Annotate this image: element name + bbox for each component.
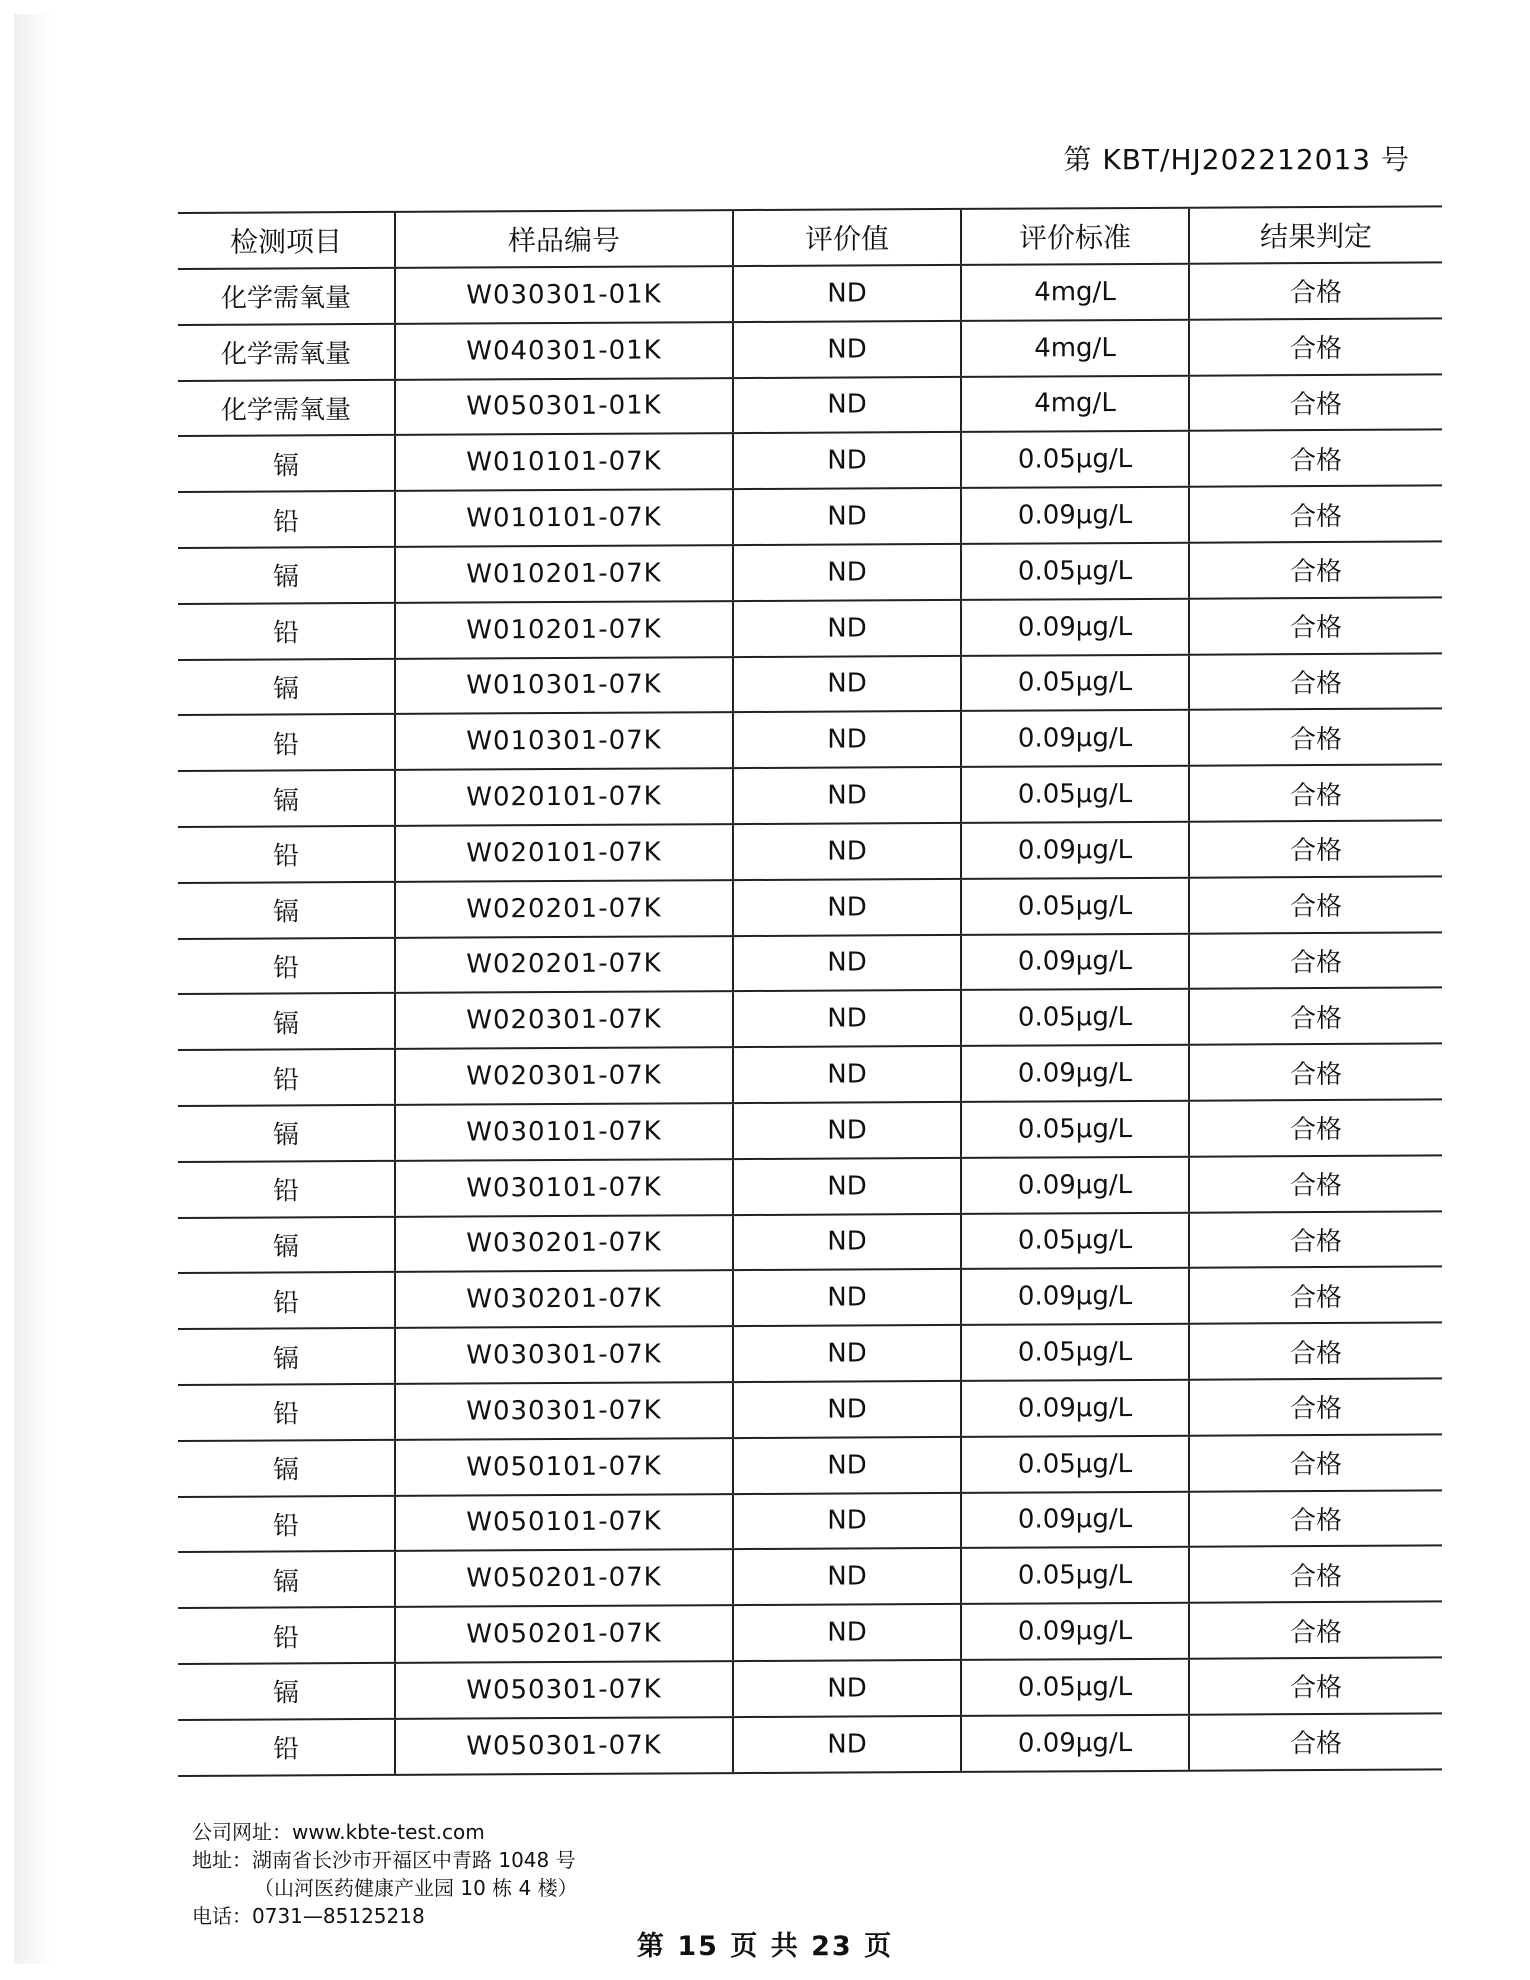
cell-sample-id: W050301-01K — [395, 378, 733, 436]
cell-test-item: 镉 — [178, 547, 395, 604]
cell-result-verdict: 合格 — [1189, 765, 1442, 822]
cell-evaluation-standard: 0.09μg/L — [961, 1156, 1189, 1213]
cell-evaluation-standard: 0.09μg/L — [961, 933, 1189, 990]
cell-sample-id: W050201-07K — [395, 1549, 733, 1607]
cell-test-item: 镉 — [178, 1328, 395, 1385]
table-row — [178, 1155, 1442, 1217]
cell-test-item: 铅 — [178, 1384, 395, 1441]
cell-result-verdict: 合格 — [1189, 709, 1442, 766]
cell-evaluation-value: ND — [733, 544, 961, 601]
cell-result-verdict: 合格 — [1189, 1044, 1442, 1101]
cell-evaluation-value: ND — [733, 376, 961, 433]
cell-evaluation-standard: 4mg/L — [961, 320, 1189, 377]
table-row — [178, 709, 1442, 771]
cell-evaluation-standard: 0.09μg/L — [961, 1045, 1189, 1102]
cell-test-item: 铅 — [178, 714, 395, 771]
cell-test-item: 镉 — [178, 435, 395, 492]
cell-evaluation-value: ND — [733, 1492, 961, 1549]
cell-sample-id: W030301-01K — [395, 266, 733, 324]
cell-sample-id: W010101-07K — [395, 433, 733, 491]
cell-result-verdict: 合格 — [1189, 820, 1442, 877]
cell-result-verdict: 合格 — [1189, 1267, 1442, 1324]
cell-test-item: 铅 — [178, 1495, 395, 1552]
cell-evaluation-value: ND — [733, 879, 961, 936]
cell-evaluation-value: ND — [733, 1158, 961, 1215]
table-row — [178, 1044, 1442, 1106]
cell-result-verdict: 合格 — [1189, 262, 1442, 319]
cell-result-verdict: 合格 — [1189, 653, 1442, 710]
cell-result-verdict: 合格 — [1189, 1155, 1442, 1212]
cell-test-item: 铅 — [178, 937, 395, 994]
cell-sample-id: W020101-07K — [395, 824, 733, 882]
cell-test-item: 镉 — [178, 993, 395, 1050]
table-row — [178, 1211, 1442, 1273]
cell-result-verdict: 合格 — [1189, 1602, 1442, 1659]
cell-test-item: 铅 — [178, 1161, 395, 1218]
cell-sample-id: W010201-07K — [395, 601, 733, 659]
header-evaluation-value: 评价值 — [733, 209, 961, 266]
cell-evaluation-value: ND — [733, 1716, 961, 1773]
cell-sample-id: W010301-07K — [395, 657, 733, 715]
cell-test-item: 铅 — [178, 826, 395, 883]
cell-sample-id: W030101-07K — [395, 1159, 733, 1217]
company-address: 地址：湖南省长沙市开福区中青路 1048 号 — [192, 1848, 576, 1872]
company-website: 公司网址：www.kbte-test.com — [192, 1820, 485, 1844]
table-row — [178, 374, 1442, 436]
cell-evaluation-standard: 0.09μg/L — [961, 1714, 1189, 1771]
cell-evaluation-standard: 0.05μg/L — [961, 431, 1189, 488]
cell-evaluation-value: ND — [733, 321, 961, 378]
cell-sample-id: W030201-07K — [395, 1215, 733, 1273]
table-row — [178, 1099, 1442, 1161]
cell-evaluation-standard: 0.05μg/L — [961, 989, 1189, 1046]
cell-evaluation-value: ND — [733, 655, 961, 712]
table-row — [178, 262, 1442, 324]
cell-result-verdict: 合格 — [1189, 1546, 1442, 1603]
cell-result-verdict: 合格 — [1189, 374, 1442, 431]
cell-sample-id: W020101-07K — [395, 768, 733, 826]
cell-result-verdict: 合格 — [1189, 318, 1442, 375]
cell-sample-id: W030201-07K — [395, 1270, 733, 1328]
cell-result-verdict: 合格 — [1189, 1323, 1442, 1380]
cell-evaluation-standard: 4mg/L — [961, 264, 1189, 321]
cell-test-item: 镉 — [178, 770, 395, 827]
footer — [192, 1818, 578, 1930]
table-row — [178, 1434, 1442, 1496]
cell-evaluation-value: ND — [733, 1269, 961, 1326]
cell-evaluation-value: ND — [733, 1660, 961, 1717]
table-row — [178, 486, 1442, 548]
table-row — [178, 876, 1442, 938]
cell-evaluation-standard: 0.09μg/L — [961, 1491, 1189, 1548]
cell-evaluation-value: ND — [733, 1325, 961, 1382]
cell-result-verdict: 合格 — [1189, 988, 1442, 1045]
cell-evaluation-value: ND — [733, 1046, 961, 1103]
cell-result-verdict: 合格 — [1189, 486, 1442, 543]
cell-test-item: 镉 — [178, 658, 395, 715]
cell-evaluation-standard: 0.09μg/L — [961, 1268, 1189, 1325]
cell-evaluation-standard: 0.09μg/L — [961, 598, 1189, 655]
cell-sample-id: W050201-07K — [395, 1605, 733, 1663]
table-row — [178, 1378, 1442, 1440]
table-row — [178, 820, 1442, 882]
cell-test-item: 镉 — [178, 882, 395, 939]
cell-test-item: 镉 — [178, 1216, 395, 1273]
header-evaluation-standard: 评价标准 — [961, 208, 1189, 265]
cell-evaluation-value: ND — [733, 823, 961, 880]
cell-result-verdict: 合格 — [1189, 932, 1442, 989]
cell-result-verdict: 合格 — [1189, 597, 1442, 654]
header-result-verdict: 结果判定 — [1189, 206, 1442, 263]
table-header-row — [178, 206, 1442, 269]
cell-evaluation-standard: 0.05μg/L — [961, 1547, 1189, 1604]
cell-evaluation-value: ND — [733, 265, 961, 322]
cell-evaluation-standard: 0.05μg/L — [961, 1659, 1189, 1716]
cell-result-verdict: 合格 — [1189, 430, 1442, 487]
cell-evaluation-standard: 0.05μg/L — [961, 1212, 1189, 1269]
cell-sample-id: W020201-07K — [395, 880, 733, 938]
cell-sample-id: W010201-07K — [395, 545, 733, 603]
table-row — [178, 1713, 1442, 1775]
cell-evaluation-value: ND — [733, 990, 961, 1047]
cell-test-item: 铅 — [178, 603, 395, 660]
cell-evaluation-value: ND — [733, 1548, 961, 1605]
company-address-detail: （山河医药健康产业园 10 栋 4 楼） — [254, 1876, 578, 1900]
header-sample-id: 样品编号 — [395, 210, 733, 268]
table-row — [178, 541, 1442, 603]
cell-result-verdict: 合格 — [1189, 1099, 1442, 1156]
cell-evaluation-standard: 0.05μg/L — [961, 1101, 1189, 1158]
cell-test-item: 铅 — [178, 491, 395, 548]
results-table — [178, 205, 1442, 1776]
cell-sample-id: W050301-07K — [395, 1661, 733, 1719]
cell-sample-id: W050101-07K — [395, 1494, 733, 1552]
table-row — [178, 1546, 1442, 1608]
table-row — [178, 1323, 1442, 1385]
cell-test-item: 镉 — [178, 1551, 395, 1608]
table-row — [178, 318, 1442, 380]
table-row — [178, 765, 1442, 827]
cell-evaluation-standard: 0.05μg/L — [961, 1324, 1189, 1381]
table-row — [178, 1657, 1442, 1719]
cell-sample-id: W010101-07K — [395, 489, 733, 547]
scan-edge — [14, 14, 54, 1964]
cell-sample-id: W010301-07K — [395, 712, 733, 770]
cell-sample-id: W030101-07K — [395, 1103, 733, 1161]
cell-test-item: 铅 — [178, 1272, 395, 1329]
cell-test-item: 镉 — [178, 1105, 395, 1162]
cell-test-item: 镉 — [178, 1663, 395, 1720]
company-phone: 电话：0731—85125218 — [192, 1904, 425, 1928]
table-row — [178, 1267, 1442, 1329]
cell-result-verdict: 合格 — [1189, 541, 1442, 598]
cell-evaluation-standard: 4mg/L — [961, 375, 1189, 432]
cell-sample-id: W050301-07K — [395, 1717, 733, 1775]
cell-evaluation-value: ND — [733, 600, 961, 657]
cell-sample-id: W020301-07K — [395, 991, 733, 1049]
cell-evaluation-value: ND — [733, 1213, 961, 1270]
cell-evaluation-standard: 0.09μg/L — [961, 487, 1189, 544]
cell-evaluation-value: ND — [733, 1102, 961, 1159]
cell-test-item: 镉 — [178, 1440, 395, 1497]
cell-test-item: 化学需氧量 — [178, 324, 395, 381]
table-row — [178, 597, 1442, 659]
page-indicator: 第 15 页 共 23 页 — [636, 1931, 894, 1962]
cell-sample-id: W030301-07K — [395, 1326, 733, 1384]
report-number: 第 KBT/HJ202212013 号 — [1063, 143, 1410, 176]
cell-evaluation-value: ND — [733, 1437, 961, 1494]
table-row — [178, 988, 1442, 1050]
cell-sample-id: W050101-07K — [395, 1438, 733, 1496]
cell-evaluation-standard: 0.09μg/L — [961, 822, 1189, 879]
cell-evaluation-standard: 0.05μg/L — [961, 1435, 1189, 1492]
cell-sample-id: W020301-07K — [395, 1047, 733, 1105]
table-row — [178, 653, 1442, 715]
cell-test-item: 铅 — [178, 1607, 395, 1664]
cell-result-verdict: 合格 — [1189, 1378, 1442, 1435]
header-test-item: 检测项目 — [178, 212, 395, 269]
cell-evaluation-value: ND — [733, 767, 961, 824]
cell-evaluation-standard: 0.09μg/L — [961, 1603, 1189, 1660]
cell-test-item: 铅 — [178, 1719, 395, 1776]
cell-evaluation-standard: 0.09μg/L — [961, 1380, 1189, 1437]
cell-evaluation-value: ND — [733, 488, 961, 545]
table-body — [178, 262, 1442, 1775]
cell-evaluation-standard: 0.05μg/L — [961, 877, 1189, 934]
cell-evaluation-standard: 0.05μg/L — [961, 654, 1189, 711]
cell-test-item: 化学需氧量 — [178, 379, 395, 436]
cell-evaluation-value: ND — [733, 934, 961, 991]
cell-evaluation-value: ND — [733, 1381, 961, 1438]
cell-evaluation-value: ND — [733, 711, 961, 768]
table-row — [178, 1490, 1442, 1552]
cell-sample-id: W020201-07K — [395, 936, 733, 994]
table-row — [178, 1602, 1442, 1664]
cell-test-item: 铅 — [178, 1049, 395, 1106]
cell-result-verdict: 合格 — [1189, 1211, 1442, 1268]
cell-evaluation-value: ND — [733, 432, 961, 489]
cell-result-verdict: 合格 — [1189, 1713, 1442, 1770]
cell-result-verdict: 合格 — [1189, 1657, 1442, 1714]
cell-result-verdict: 合格 — [1189, 1490, 1442, 1547]
table-row — [178, 430, 1442, 492]
cell-evaluation-value: ND — [733, 1604, 961, 1661]
cell-evaluation-standard: 0.09μg/L — [961, 710, 1189, 767]
cell-evaluation-standard: 0.05μg/L — [961, 543, 1189, 600]
cell-result-verdict: 合格 — [1189, 876, 1442, 933]
cell-test-item: 化学需氧量 — [178, 268, 395, 325]
cell-sample-id: W040301-01K — [395, 322, 733, 380]
cell-sample-id: W030301-07K — [395, 1382, 733, 1440]
table-row — [178, 932, 1442, 994]
cell-result-verdict: 合格 — [1189, 1434, 1442, 1491]
cell-evaluation-standard: 0.05μg/L — [961, 766, 1189, 823]
